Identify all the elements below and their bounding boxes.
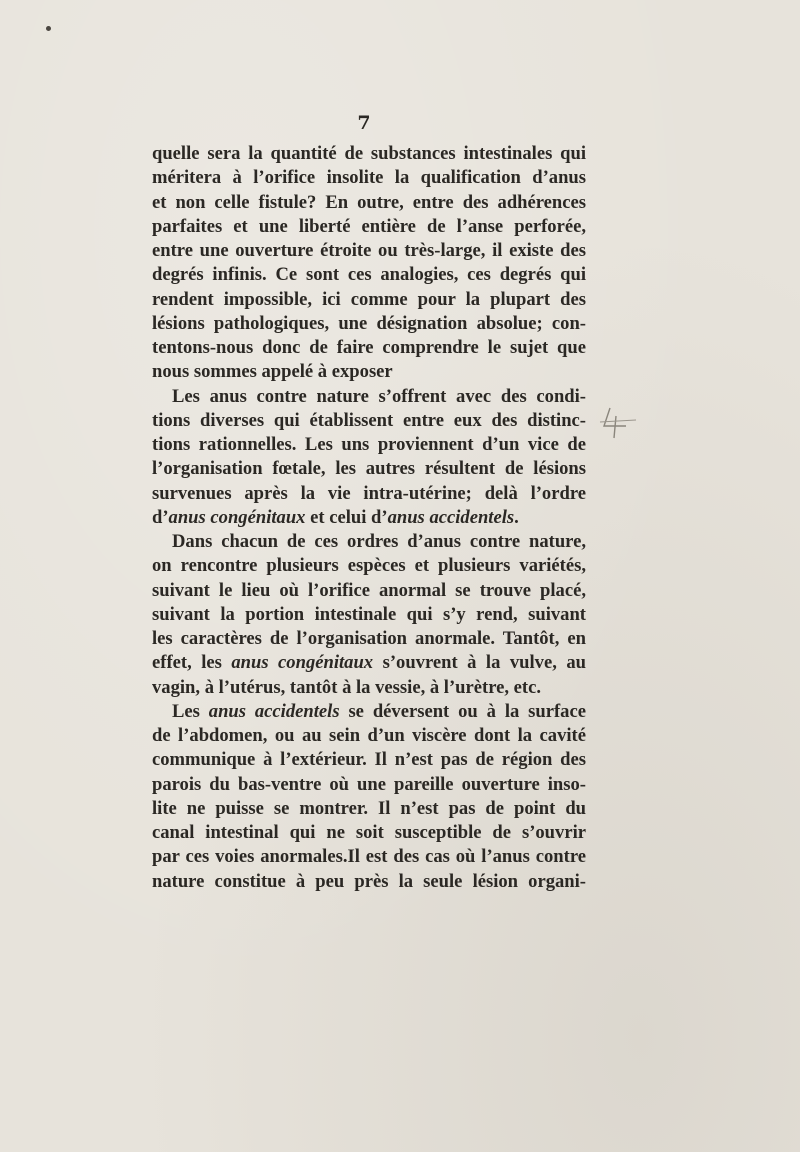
text-line: lésions pathologiques, une désignation absolue; con- bbox=[152, 312, 586, 334]
ink-dot bbox=[46, 26, 51, 31]
text-line: Dans chacun de ces ordres d’anus contre nature, bbox=[172, 531, 586, 552]
text-line: tions diverses qui établissent entre eux des distinc- bbox=[152, 409, 586, 431]
italic-term: anus congénitaux bbox=[231, 652, 374, 674]
italic-term: anus accidentels bbox=[387, 506, 515, 528]
text-line: les caractères de l’organisation anormale. Tantôt, en bbox=[152, 628, 586, 649]
text-line: l’organisation fœtale, les autres résultent de lésions bbox=[152, 458, 586, 480]
text-line: vagin, à l’utérus, tantôt à la vessie, à l’urètre, etc. bbox=[152, 676, 542, 698]
text-fragment: se déversent ou à la surface bbox=[339, 700, 586, 722]
text-line: nature constitue à peu près la seule lésion organi- bbox=[152, 870, 586, 892]
text-fragment: effet, les bbox=[152, 652, 232, 674]
margin-pencil-mark bbox=[596, 404, 640, 440]
text-fragment: . bbox=[514, 506, 519, 528]
text-line: suivant le lieu où l’orifice anormal se trouve placé, bbox=[152, 579, 586, 601]
italic-term: anus congénitaux bbox=[168, 506, 306, 528]
page-number: 7 bbox=[357, 112, 371, 134]
text-line: et non celle fistule? En outre, entre des adhérences bbox=[152, 191, 586, 213]
text-line bbox=[152, 506, 586, 530]
body-text bbox=[152, 142, 586, 894]
text-line: survenues après la vie intra-utérine; delà l’ordre bbox=[152, 482, 586, 504]
italic-term: anus accidentels bbox=[208, 700, 340, 722]
text-line: degrés infinis. Ce sont ces analogies, ces degrés qui bbox=[152, 264, 586, 286]
text-line: communique à l’extérieur. Il n’est pas de région des bbox=[152, 749, 586, 771]
text-line: entre une ouverture étroite ou très-large, il existe des bbox=[152, 240, 586, 261]
text-line: lite ne puisse se montrer. Il n’est pas de point du bbox=[152, 797, 586, 819]
text-line bbox=[152, 651, 586, 675]
text-fragment: d’ bbox=[152, 506, 169, 528]
text-line: méritera à l’orifice insolite la qualification d’anus bbox=[152, 167, 586, 189]
text-line: rendent impossible, ici comme pour la plupart des bbox=[152, 288, 586, 310]
text-fragment: Les bbox=[172, 700, 209, 722]
text-fragment: s’ouvrent à la vulve, au bbox=[373, 652, 586, 674]
text-line: tentons-nous donc de faire comprendre le sujet que bbox=[152, 337, 586, 358]
text-line: parois du bas-ventre où une pareille ouverture inso- bbox=[152, 773, 586, 795]
text-line: on rencontre plusieurs espèces et plusieurs variétés, bbox=[152, 555, 586, 577]
text-line: Les anus contre nature s’offrent avec des condi- bbox=[172, 385, 586, 407]
text-line: suivant la portion intestinale qui s’y rend, suivant bbox=[152, 603, 586, 625]
text-line: parfaites et une liberté entière de l’anse perforée, bbox=[152, 215, 586, 237]
text-line: de l’abdomen, ou au sein d’un viscère dont la cavité bbox=[152, 725, 586, 746]
text-line: canal intestinal qui ne soit susceptible de s’ouvrir bbox=[152, 822, 586, 843]
text-line: tions rationnelles. Les uns proviennent d’un vice de bbox=[152, 434, 586, 455]
text-line: nous sommes appelé à exposer bbox=[152, 361, 393, 383]
text-fragment: et celui d’ bbox=[305, 506, 388, 528]
text-line: par ces voies anormales.Il est des cas où l’anus contre bbox=[152, 846, 586, 868]
text-line bbox=[152, 700, 586, 724]
text-line: quelle sera la quantité de substances intestinales qui bbox=[152, 143, 586, 164]
